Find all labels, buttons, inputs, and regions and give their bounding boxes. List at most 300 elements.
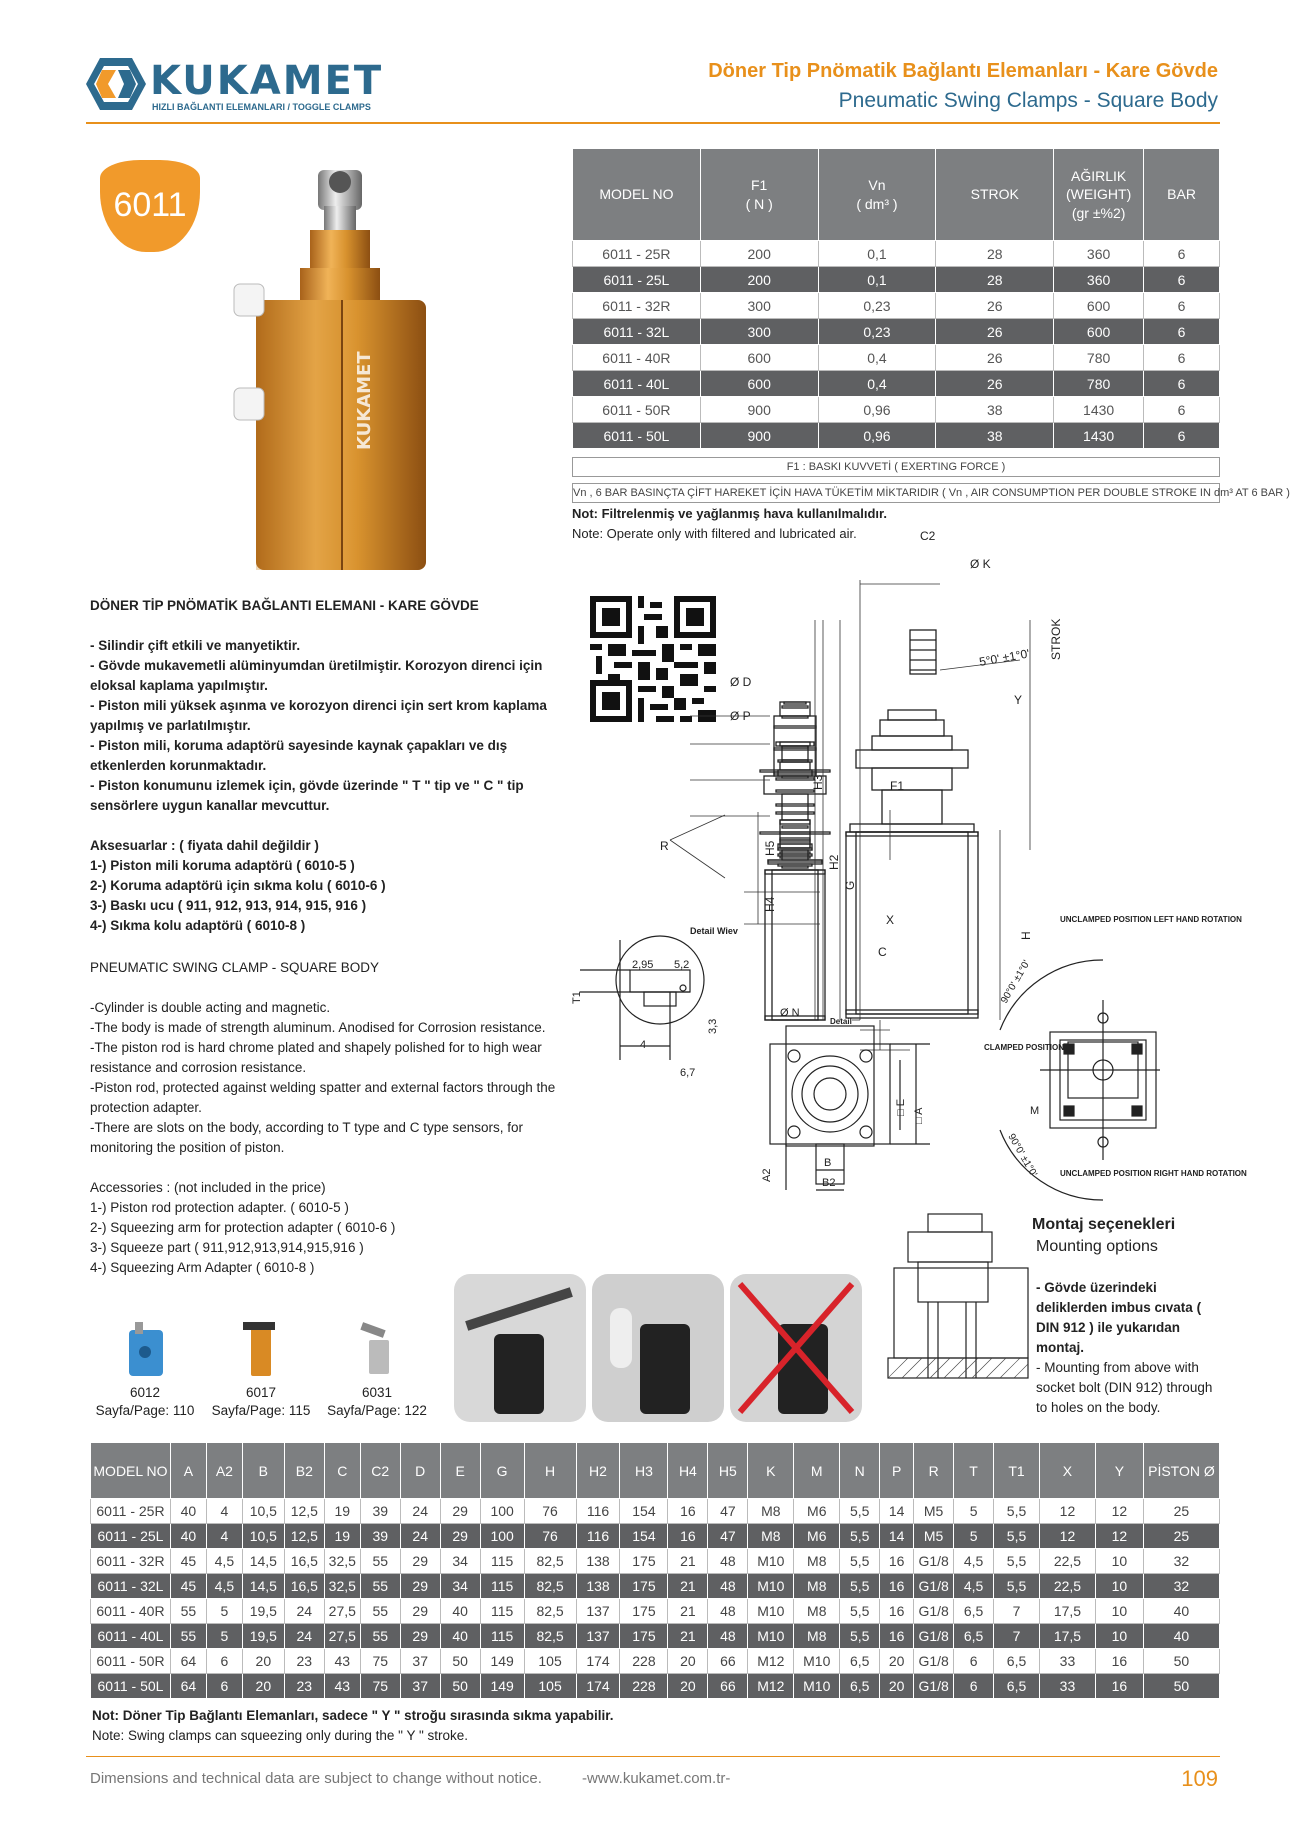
dim-cell: M10 (748, 1624, 794, 1649)
spec-header: AĞIRLIK (WEIGHT) (gr ±%2) (1054, 149, 1144, 241)
dim-header: R (914, 1443, 954, 1499)
dim-cell: 33 (1040, 1674, 1096, 1699)
description-en-bullet: -Cylinder is double acting and magnetic. (90, 1000, 331, 1015)
spec-cell: 0,23 (818, 293, 936, 319)
dim-cell: 5 (954, 1524, 994, 1549)
dim-cell: 12 (1040, 1524, 1096, 1549)
description-tr (90, 596, 570, 936)
dim-label-4: 4 (640, 1039, 647, 1051)
dim-cell: 20 (880, 1674, 914, 1699)
dim-cell: M10 (748, 1549, 794, 1574)
dim-header: H3 (620, 1443, 668, 1499)
dim-label-33: 3,3 (707, 1018, 719, 1034)
spec-cell: 200 (700, 267, 818, 293)
spec-cell: 300 (700, 319, 818, 345)
dim-cell: 7 (994, 1624, 1040, 1649)
dim-cell: 16 (880, 1574, 914, 1599)
dim-header: H (524, 1443, 576, 1499)
bottom-note-tr: Not: Döner Tip Bağlantı Elemanları, sadece " Y " stroğu sırasında sıkma yapabilir. (92, 1708, 614, 1723)
spec-cell: 6 (1144, 371, 1220, 397)
dim-cell: 16 (880, 1624, 914, 1649)
dim-cell: 5,5 (840, 1599, 880, 1624)
dim-cell: 6011 - 50R (91, 1649, 171, 1674)
dim-cell: 174 (576, 1649, 620, 1674)
accessory-code: 6017 (245, 1385, 277, 1400)
dim-header: A2 (206, 1443, 242, 1499)
dim-header: B2 (284, 1443, 324, 1499)
dim-cell: 6011 - 40R (91, 1599, 171, 1624)
dim-cell: 32,5 (324, 1549, 360, 1574)
dim-cell: 6,5 (954, 1599, 994, 1624)
accessory-6031 (322, 1316, 432, 1420)
dim-cell: 4 (206, 1499, 242, 1524)
dim-cell: 16 (668, 1524, 708, 1549)
dim-cell: G1/8 (914, 1624, 954, 1649)
dim-label-p: Ø P (730, 709, 751, 723)
spec-row (573, 423, 1220, 449)
dim-label-h4: H4 (763, 896, 777, 912)
dim-cell: 43 (324, 1649, 360, 1674)
dim-cell: 4 (206, 1524, 242, 1549)
dim-cell: 29 (440, 1524, 480, 1549)
dim-cell: 6011 - 25L (91, 1524, 171, 1549)
dim-cell: 55 (360, 1549, 400, 1574)
spec-header: BAR (1144, 149, 1220, 241)
mounting-text-en: - Mounting from above with socket bolt (DIN 912) through to holes on the body. (1036, 1360, 1213, 1415)
angle-label-left: 90°0' ±1°0' (999, 958, 1033, 1006)
dim-header: X (1040, 1443, 1096, 1499)
spec-cell: 300 (700, 293, 818, 319)
dim-cell: 76 (524, 1524, 576, 1549)
dim-cell: 6011 - 25R (91, 1499, 171, 1524)
dim-cell: 6,5 (994, 1649, 1040, 1674)
model-badge: 6011 (100, 160, 200, 252)
dim-cell: M6 (794, 1524, 840, 1549)
dimension-table (90, 1442, 1220, 1699)
spec-cell: 900 (700, 423, 818, 449)
dim-cell: 115 (480, 1624, 524, 1649)
spec-cell: 0,4 (818, 345, 936, 371)
mounting-text (1036, 1278, 1226, 1418)
dim-cell: 16 (1095, 1649, 1143, 1674)
dim-label-n: Ø N (780, 1007, 800, 1019)
spec-cell: 6 (1144, 423, 1220, 449)
dim-cell: 12 (1095, 1499, 1143, 1524)
dim-cell: 115 (480, 1549, 524, 1574)
dim-label-a: □ A (913, 1107, 925, 1124)
accessories-en-title: Accessories : (not included in the price) (90, 1180, 326, 1195)
dim-cell: 12,5 (284, 1524, 324, 1549)
spec-header-row (573, 149, 1220, 241)
spec-cell: 0,1 (818, 267, 936, 293)
mounting-subtitle: Mounting options (1036, 1238, 1158, 1255)
dim-cell: 14 (880, 1499, 914, 1524)
dim-cell: M10 (748, 1599, 794, 1624)
accessory-page: Sayfa/Page: 122 (327, 1403, 427, 1418)
dim-cell: 137 (576, 1624, 620, 1649)
dim-cell: 21 (668, 1549, 708, 1574)
dim-row (91, 1674, 1220, 1699)
spec-cell: 6 (1144, 345, 1220, 371)
spec-cell: 600 (1054, 293, 1144, 319)
dim-cell: 19,5 (242, 1624, 284, 1649)
dim-cell: 20 (668, 1674, 708, 1699)
footer-website[interactable]: -www.kukamet.com.tr- (582, 1770, 731, 1787)
dim-label-d: Ø D (730, 675, 752, 689)
dim-cell: 116 (576, 1524, 620, 1549)
spec-cell: 6011 - 25L (573, 267, 701, 293)
brand-logo (86, 52, 384, 116)
dim-cell: 64 (170, 1649, 206, 1674)
spec-cell: 780 (1054, 371, 1144, 397)
accessory-code: 6031 (361, 1385, 393, 1400)
brand-subtitle: HIZLI BAĞLANTI ELEMANLARI / TOGGLE CLAMPS (152, 102, 371, 112)
dim-cell: M8 (748, 1499, 794, 1524)
spec-cell: 0,1 (818, 241, 936, 267)
dim-cell: 175 (620, 1574, 668, 1599)
spec-cell: 26 (936, 345, 1054, 371)
description-en-bullet: -The piston rod is hard chrome plated and shapely polished for to high wear resistance and corrosion resistance. (90, 1040, 542, 1075)
dim-cell: 174 (576, 1674, 620, 1699)
spec-cell: 26 (936, 319, 1054, 345)
spec-row (573, 371, 1220, 397)
dim-row (91, 1549, 1220, 1574)
dim-cell: 34 (440, 1574, 480, 1599)
dim-cell: 228 (620, 1674, 668, 1699)
dim-header: N (840, 1443, 880, 1499)
spec-footnote-vn: Vn , 6 BAR BASINÇTA ÇİFT HAREKET İÇİN HAVA TÜKETİM MİKTARIDIR ( Vn , AIR CONSUMPTION PER DOUBLE STROKE IN dm³ AT 6 BAR ) (572, 483, 1220, 503)
dim-cell: 10,5 (242, 1524, 284, 1549)
dim-cell: 100 (480, 1524, 524, 1549)
dim-cell: 23 (284, 1674, 324, 1699)
spec-row (573, 397, 1220, 423)
dim-label-h2: H2 (827, 854, 841, 870)
dim-cell: 116 (576, 1499, 620, 1524)
description-en-bullet: -There are slots on the body, according to T type and C type sensors, for monitoring the position of piston. (90, 1120, 523, 1155)
spec-header: MODEL NO (573, 149, 701, 241)
dim-cell: 5 (206, 1624, 242, 1649)
dim-cell: 154 (620, 1499, 668, 1524)
dim-cell: 39 (360, 1499, 400, 1524)
dim-header: M (794, 1443, 840, 1499)
spec-row (573, 293, 1220, 319)
dim-cell: 33 (1040, 1649, 1096, 1674)
dim-row (91, 1574, 1220, 1599)
accessory-6012 (90, 1316, 200, 1420)
dim-label-m: M (1030, 1105, 1040, 1117)
dim-cell: 149 (480, 1649, 524, 1674)
dim-label-52: 5,2 (674, 959, 690, 971)
spec-cell: 26 (936, 371, 1054, 397)
dim-label-h: H (1019, 931, 1033, 940)
dim-cell: M10 (748, 1574, 794, 1599)
logo-mark-icon (86, 56, 148, 112)
spec-row (573, 267, 1220, 293)
dim-cell: 5,5 (840, 1624, 880, 1649)
dim-label-b: B (824, 1157, 832, 1169)
dim-header: H5 (708, 1443, 748, 1499)
dim-cell: 10 (1095, 1599, 1143, 1624)
dim-cell: M5 (914, 1524, 954, 1549)
dim-cell: 55 (170, 1599, 206, 1624)
description-tr-bullet: - Piston mili, koruma adaptörü sayesinde kaynak çapakları ve dış etkenlerden korunmaktadır. (90, 738, 508, 773)
dim-cell: 115 (480, 1574, 524, 1599)
dim-cell: 48 (708, 1624, 748, 1649)
dim-cell: 24 (284, 1624, 324, 1649)
dim-cell: 50 (440, 1649, 480, 1674)
dim-cell: 29 (440, 1499, 480, 1524)
spec-row (573, 319, 1220, 345)
dim-header: MODEL NO (91, 1443, 171, 1499)
dim-cell: 40 (170, 1499, 206, 1524)
dim-header: G (480, 1443, 524, 1499)
spec-cell: 600 (1054, 319, 1144, 345)
dim-label-67: 6,7 (680, 1067, 696, 1079)
dim-row (91, 1599, 1220, 1624)
dim-cell: 175 (620, 1599, 668, 1624)
dim-cell: 137 (576, 1599, 620, 1624)
dim-cell: 55 (360, 1574, 400, 1599)
dim-header: C (324, 1443, 360, 1499)
dim-row (91, 1649, 1220, 1674)
dim-row (91, 1624, 1220, 1649)
dim-cell: 34 (440, 1549, 480, 1574)
spec-cell: 360 (1054, 267, 1144, 293)
spec-cell: 6 (1144, 293, 1220, 319)
dim-cell: 48 (708, 1574, 748, 1599)
dim-cell: M12 (748, 1674, 794, 1699)
dim-cell: 10 (1095, 1549, 1143, 1574)
dim-cell: 55 (360, 1599, 400, 1624)
accessory-tr-item: 2-) Koruma adaptörü için sıkma kolu ( 6010-6 ) (90, 878, 386, 893)
dim-cell: 6011 - 40L (91, 1624, 171, 1649)
spec-cell: 6011 - 32R (573, 293, 701, 319)
dim-cell: 66 (708, 1649, 748, 1674)
dim-cell: 4,5 (954, 1549, 994, 1574)
dim-cell: 32 (1143, 1549, 1219, 1574)
dim-cell: 16 (880, 1549, 914, 1574)
dim-label-f1: F1 (890, 779, 905, 793)
dim-cell: M8 (794, 1574, 840, 1599)
dim-cell: G1/8 (914, 1649, 954, 1674)
dim-row (91, 1524, 1220, 1549)
dim-cell: 6,5 (840, 1649, 880, 1674)
spec-cell: 6 (1144, 319, 1220, 345)
dim-header: H4 (668, 1443, 708, 1499)
accessory-en-item: 1-) Piston rod protection adapter. ( 6010-5 ) (90, 1200, 349, 1215)
dim-cell: 25 (1143, 1499, 1219, 1524)
dim-cell: 40 (440, 1599, 480, 1624)
dim-cell: 29 (400, 1549, 440, 1574)
dim-cell: 50 (1143, 1649, 1219, 1674)
dim-cell: 19,5 (242, 1599, 284, 1624)
dim-cell: 27,5 (324, 1624, 360, 1649)
air-note-tr: Not: Filtrelenmiş ve yağlanmış hava kullanılmalıdır. (572, 506, 887, 521)
dim-cell: G1/8 (914, 1549, 954, 1574)
detail-label: Detail (830, 1017, 852, 1026)
spec-cell: 600 (700, 345, 818, 371)
spec-cell: 0,4 (818, 371, 936, 397)
dim-header: D (400, 1443, 440, 1499)
spec-table (572, 148, 1220, 449)
dim-cell: 50 (1143, 1674, 1219, 1699)
accessory-tr-item: 4-) Sıkma kolu adaptörü ( 6010-8 ) (90, 918, 306, 933)
spec-cell: 900 (700, 397, 818, 423)
dim-label-t1: T1 (571, 991, 583, 1004)
dim-cell: 43 (324, 1674, 360, 1699)
dim-cell: 6 (206, 1674, 242, 1699)
dim-label-295: 2,95 (632, 959, 654, 971)
spec-cell: 1430 (1054, 423, 1144, 449)
accessory-en-item: 2-) Squeezing arm for protection adapter ( 6010-6 ) (90, 1220, 396, 1235)
clamped-position-label: CLAMPED POSITION (984, 1043, 1065, 1052)
dim-cell: 228 (620, 1649, 668, 1674)
dim-cell: 16 (668, 1499, 708, 1524)
dim-cell: 20 (880, 1649, 914, 1674)
dim-cell: 6011 - 32R (91, 1549, 171, 1574)
dim-header: E (440, 1443, 480, 1499)
spec-cell: 6 (1144, 267, 1220, 293)
dim-cell: 12,5 (284, 1499, 324, 1524)
description-tr-bullet: - Silindir çift etkili ve manyetiktir. (90, 638, 301, 653)
dim-cell: 6011 - 32L (91, 1574, 171, 1599)
spec-cell: 6011 - 25R (573, 241, 701, 267)
accessory-code: 6012 (129, 1385, 161, 1400)
accessory-en-item: 3-) Squeeze part ( 911,912,913,914,915,916 ) (90, 1240, 364, 1255)
dim-header: A (170, 1443, 206, 1499)
dim-cell: 24 (284, 1599, 324, 1624)
dim-cell: 45 (170, 1574, 206, 1599)
technical-drawing-details (560, 915, 1247, 1200)
dim-cell: M8 (794, 1624, 840, 1649)
accessory-6017 (206, 1316, 316, 1420)
mounting-text-tr: - Gövde üzerindeki deliklerden imbus cıvata ( DIN 912 ) ile yukarıdan montaj. (1036, 1280, 1202, 1355)
dim-cell: 4,5 (206, 1574, 242, 1599)
dim-cell: 19 (324, 1499, 360, 1524)
dim-header: B (242, 1443, 284, 1499)
dim-cell: 29 (400, 1624, 440, 1649)
dim-cell: 64 (170, 1674, 206, 1699)
footer-divider (86, 1756, 1220, 1757)
header-divider (86, 122, 1220, 124)
svg-text:KUKAMET: KUKAMET (354, 351, 375, 450)
description-tr-title: DÖNER TİP PNÖMATİK BAĞLANTI ELEMANI - KARE GÖVDE (90, 598, 479, 613)
usage-photo-2 (592, 1274, 724, 1422)
dim-cell: 5,5 (840, 1549, 880, 1574)
dim-label-b2: B2 (822, 1177, 836, 1189)
dim-cell: 82,5 (524, 1574, 576, 1599)
dim-label-strok: STROK (1049, 618, 1063, 660)
dim-header: C2 (360, 1443, 400, 1499)
dim-row (91, 1499, 1220, 1524)
spec-row (573, 345, 1220, 371)
dim-cell: 12 (1095, 1524, 1143, 1549)
dim-label-k: Ø K (970, 557, 991, 571)
accessory-en-item: 4-) Squeezing Arm Adapter ( 6010-8 ) (90, 1260, 315, 1275)
dim-cell: 76 (524, 1499, 576, 1524)
dim-cell: 20 (242, 1674, 284, 1699)
page-title-en: Pneumatic Swing Clamps - Square Body (838, 89, 1218, 112)
spec-cell: 6011 - 50R (573, 397, 701, 423)
description-tr-bullet: - Gövde mukavemetli alüminyumdan üretilmiştir. Korozyon direnci için eloksal kaplama yapılmıştır. (90, 658, 543, 693)
description-en (90, 958, 570, 1278)
dim-cell: 10,5 (242, 1499, 284, 1524)
description-en-bullet: -Piston rod, protected against welding spatter and external factors through the protection adapter. (90, 1080, 556, 1115)
dim-cell: 24 (400, 1524, 440, 1549)
dim-cell: 149 (480, 1674, 524, 1699)
dim-header: Y (1095, 1443, 1143, 1499)
description-en-bullet: -The body is made of strength aluminum. Anodised for Corrosion resistance. (90, 1020, 546, 1035)
dim-cell: 154 (620, 1524, 668, 1549)
dim-header-row (91, 1443, 1220, 1499)
dim-cell: 29 (400, 1599, 440, 1624)
dim-label-h5: H5 (763, 840, 777, 856)
dim-cell: 55 (360, 1624, 400, 1649)
air-note-en: Note: Operate only with filtered and lubricated air. (572, 526, 857, 541)
dim-cell: 22,5 (1040, 1574, 1096, 1599)
spec-header: F1 ( N ) (700, 149, 818, 241)
dim-cell: 21 (668, 1599, 708, 1624)
dim-cell: 37 (400, 1674, 440, 1699)
spec-cell: 0,96 (818, 397, 936, 423)
spec-cell: 6 (1144, 397, 1220, 423)
dim-cell: 21 (668, 1624, 708, 1649)
accessory-6017-image (239, 1316, 283, 1382)
dim-cell: 27,5 (324, 1599, 360, 1624)
dim-cell: 37 (400, 1649, 440, 1674)
dim-cell: 14,5 (242, 1574, 284, 1599)
dim-cell: 6 (954, 1674, 994, 1699)
dim-cell: 66 (708, 1674, 748, 1699)
dim-cell: M10 (794, 1649, 840, 1674)
dim-cell: 175 (620, 1549, 668, 1574)
dim-cell: 45 (170, 1549, 206, 1574)
dim-cell: 16 (1095, 1674, 1143, 1699)
angle-label-right: 90°0' ±1°0' (1005, 1132, 1039, 1179)
accessory-page: Sayfa/Page: 110 (95, 1403, 195, 1418)
dim-cell: 16,5 (284, 1549, 324, 1574)
spec-cell: 6 (1144, 241, 1220, 267)
spec-cell: 26 (936, 293, 1054, 319)
spec-cell: 360 (1054, 241, 1144, 267)
dim-cell: M5 (914, 1499, 954, 1524)
accessories-tr-title: Aksesuarlar : ( fiyata dahil değildir ) (90, 838, 319, 853)
spec-cell: 38 (936, 423, 1054, 449)
mounting-title: Montaj seçenekleri (1032, 1216, 1176, 1233)
dim-cell: 138 (576, 1574, 620, 1599)
dim-label-x: X (886, 913, 895, 927)
dim-cell: 82,5 (524, 1549, 576, 1574)
dim-cell: 5 (954, 1499, 994, 1524)
dim-cell: 16,5 (284, 1574, 324, 1599)
usage-photo-1 (454, 1274, 586, 1422)
dim-label-a2: A2 (761, 1168, 773, 1182)
spec-row (573, 241, 1220, 267)
footer-disclaimer: Dimensions and technical data are subject to change without notice. (90, 1770, 542, 1787)
dim-cell: 5,5 (840, 1524, 880, 1549)
spec-header: Vn ( dm³ ) (818, 149, 936, 241)
description-tr-bullet: - Piston konumunu izlemek için, gövde üzerinde " T " tip ve " C " tip sensörlere uygun kanallar mevcuttur. (90, 778, 524, 813)
unclamped-left-label: UNCLAMPED POSITION LEFT HAND ROTATION (1060, 915, 1242, 924)
dim-cell: 175 (620, 1624, 668, 1649)
spec-cell: 1430 (1054, 397, 1144, 423)
dim-cell: 20 (668, 1649, 708, 1674)
dim-cell: 5,5 (840, 1499, 880, 1524)
dim-cell: 39 (360, 1524, 400, 1549)
dim-label-e: □ E (895, 1098, 907, 1116)
usage-photo-3 (730, 1274, 862, 1422)
dim-header: P (880, 1443, 914, 1499)
